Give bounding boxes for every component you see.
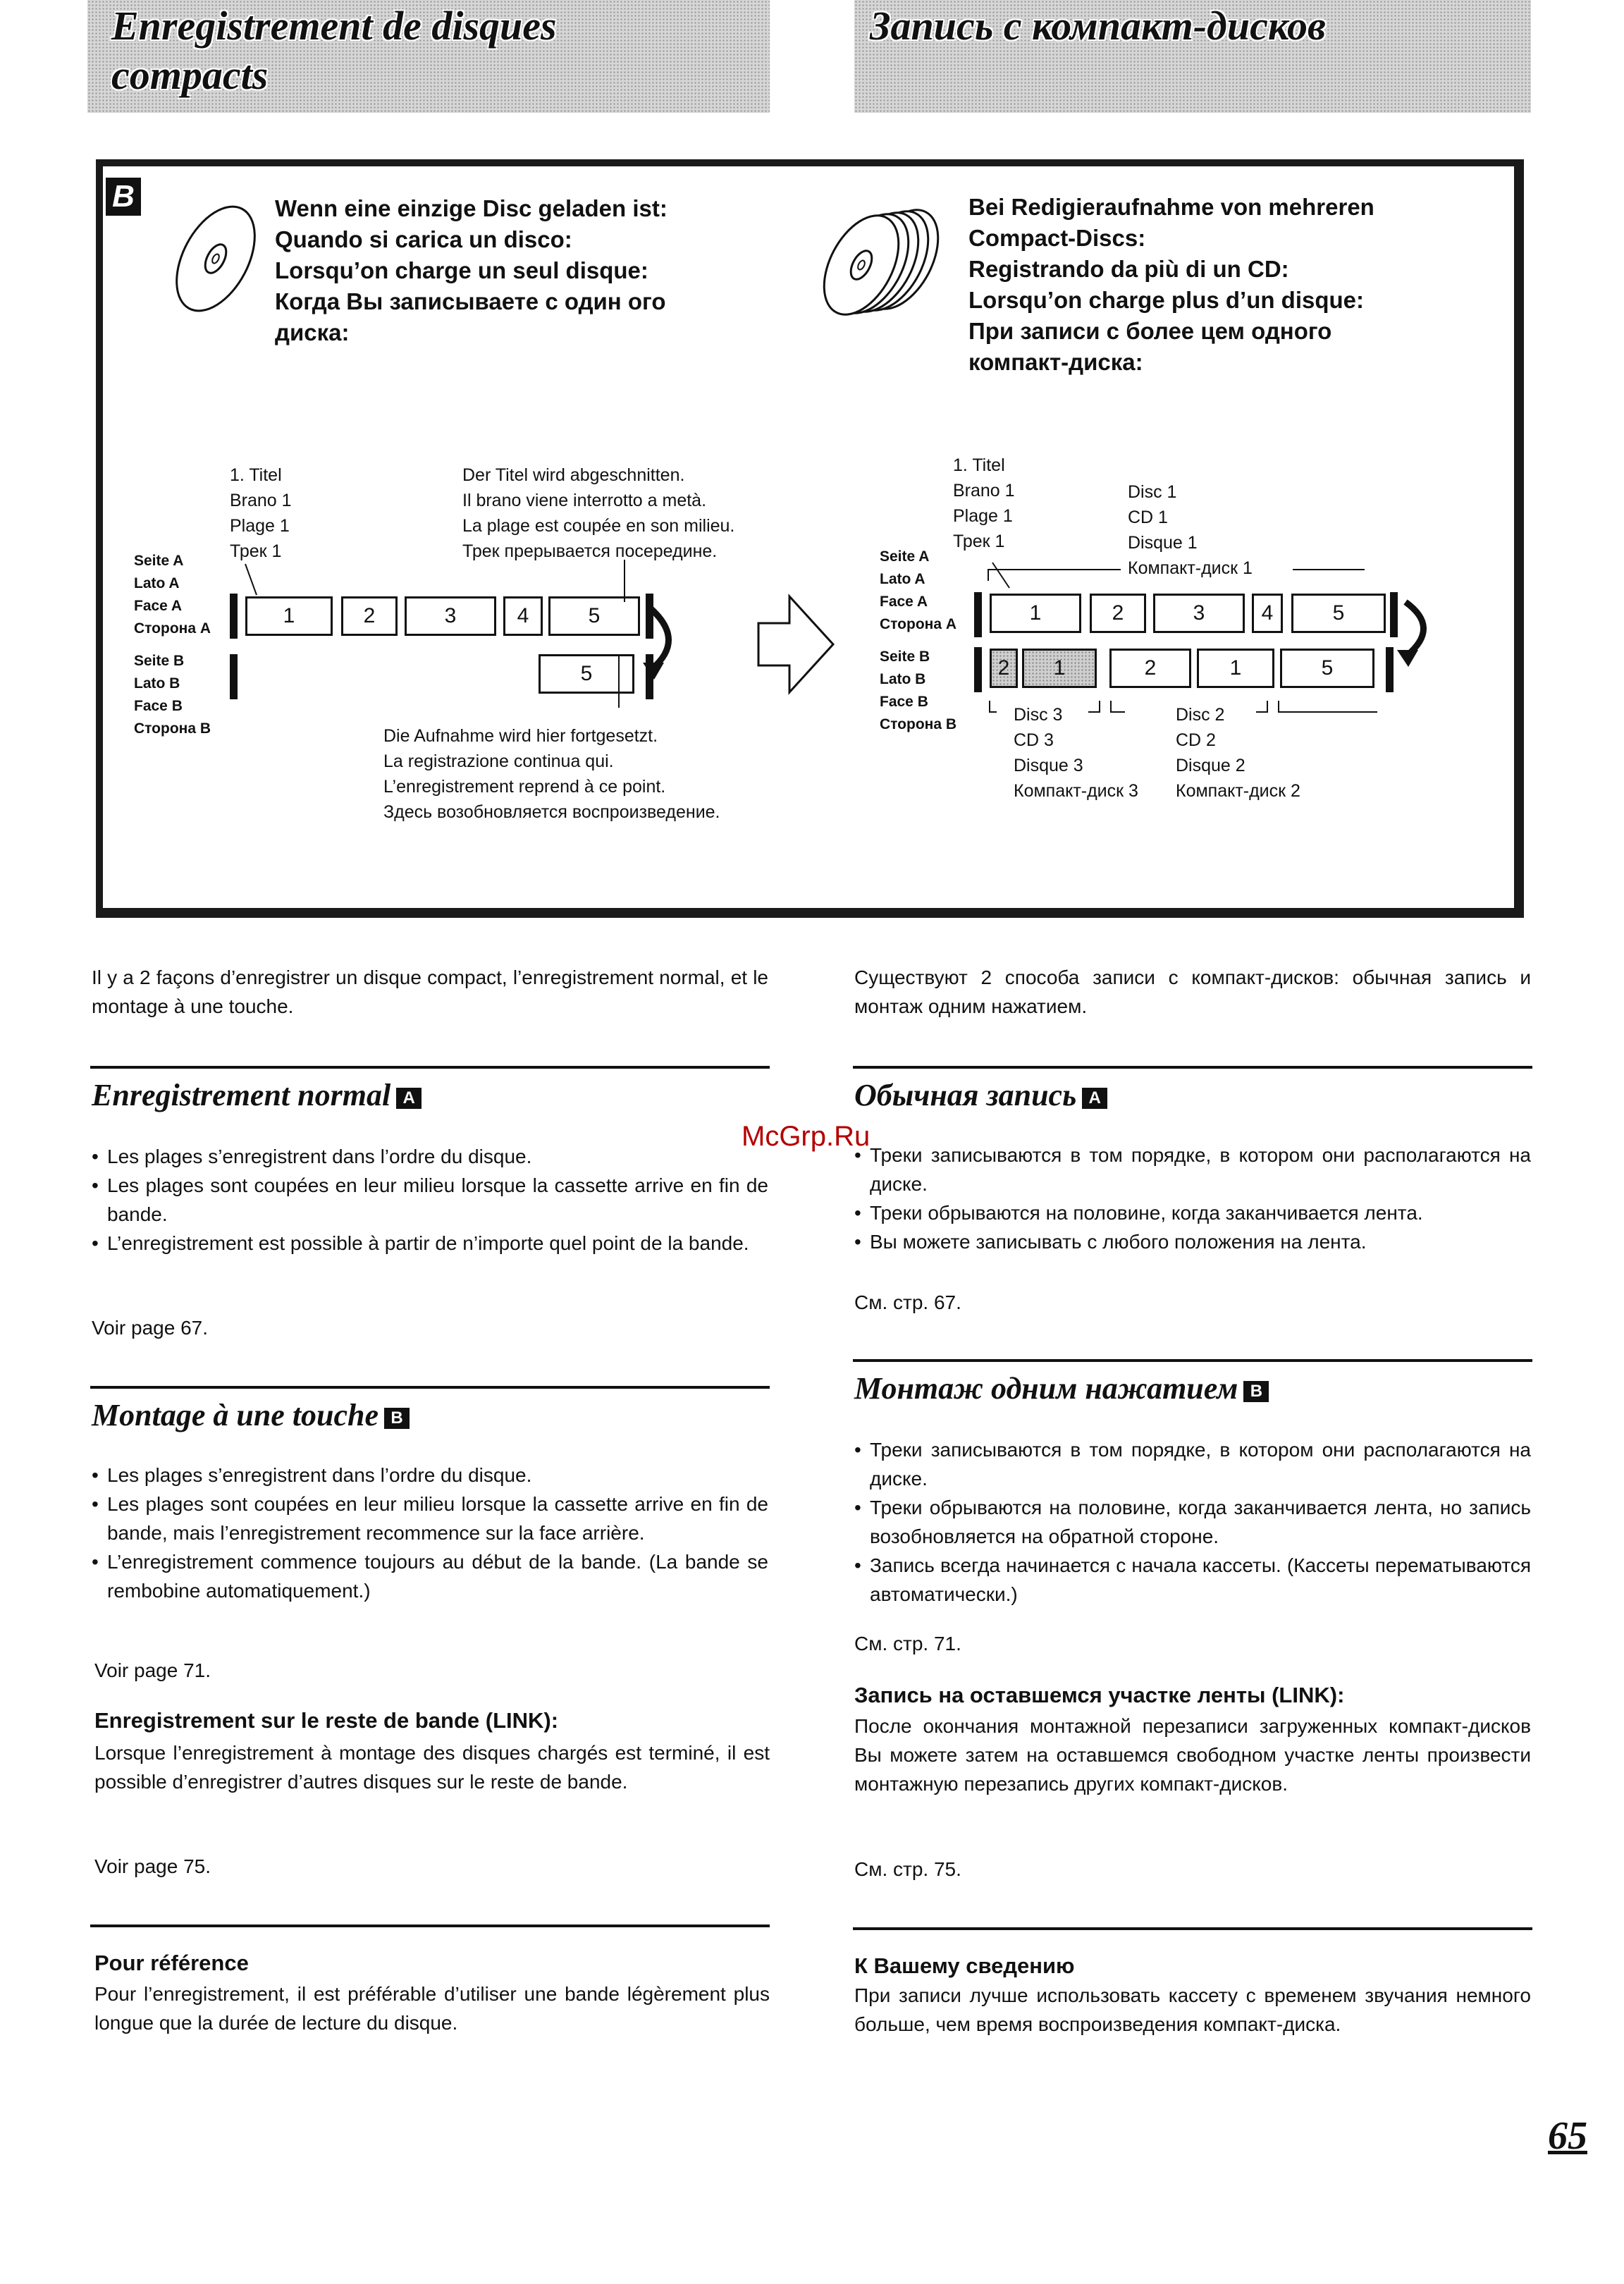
tag-b-icon: B [1243, 1381, 1269, 1402]
track-box: 4 [1252, 594, 1283, 633]
tag-a-icon: A [1082, 1088, 1107, 1109]
link-title-fr: Enregistrement sur le reste de bande (LINK): [94, 1708, 559, 1733]
intro-ru: Существуют 2 способа записи с компакт-дисков: обычная запись и монтаж одним нажатием. [854, 966, 1531, 1017]
track-box: 1 [245, 596, 333, 636]
list-item: • Les plages s’enregistrent dans l’ordre du disque. [92, 1461, 768, 1490]
diagram-badge: B [106, 178, 141, 216]
tag-b-icon: B [384, 1408, 410, 1429]
list-item: • Les plages sont coupées en leur milieu lorsque la cassette arrive en fin de bande. [92, 1171, 768, 1229]
normal-bullets-ru [854, 1141, 1531, 1256]
page-ref: Voir page 71. [94, 1659, 211, 1681]
track-box: 2 [1109, 649, 1191, 688]
single-side-a-label: Seite A Lato A Face A Сторона A [134, 553, 211, 637]
section-title-montage-ru: Монтаж одним нажатием B [854, 1369, 1269, 1408]
note-text-fr: Pour l’enregistrement, il est préférable d’utiliser une bande légèrement plus longue que la durée de lecture du disque. [94, 1983, 770, 2034]
note-text-ru: При записи лучше использовать кассету с временем звучания немного больше, чем время воспроизведения компакт-диска. [854, 1984, 1531, 2035]
multi-disc2-label: Disc 2 CD 2 Disque 2 Компакт-диск 2 [1176, 705, 1300, 801]
track-box: 2 [341, 596, 398, 636]
track-box: 5 [1291, 594, 1386, 633]
note-title-fr: Pour référence [94, 1951, 249, 1975]
track-box: 5 [1280, 649, 1374, 688]
track-box: 3 [1153, 594, 1245, 633]
single-side-b-label: Seite B Lato B Face B Сторона B [134, 653, 211, 737]
list-item: • Треки записываются в том порядке, в котором они располагаются на диске. [854, 1435, 1531, 1493]
multi-disc-heading: Bei Redigieraufnahme von mehreren Compact-Discs: Registrando da più di un CD: Lorsqu’on charge plus d’un disque: При записи с более цем одного компакт-диска: [968, 194, 1374, 375]
page-ref: См. стр. 67. [854, 1291, 961, 1313]
section-title-montage-fr: Montage à une touche B [92, 1396, 410, 1435]
list-item: • L’enregistrement est possible à partir de n’importe quel point de la bande. [92, 1229, 768, 1258]
link-title-ru: Запись на оставшемся участке ленты (LINK): [854, 1683, 1345, 1707]
track-box: 2 [1090, 594, 1146, 633]
section-rule [90, 1386, 770, 1389]
section-rule [853, 1066, 1532, 1069]
single-resume-note: Die Aufnahme wird hier fortgesetzt. La registrazione continua qui. L’enregistrement reprend à ce point. Здесь возобновляется воспроизведение. [383, 726, 720, 822]
multi-disc-icon [818, 197, 959, 331]
track-box: 1 [1197, 649, 1274, 688]
section-rule [90, 1066, 770, 1069]
list-item: • Вы можете записывать с любого положения на лента. [854, 1227, 1531, 1256]
list-item: • Les plages sont coupées en leur milieu lorsque la cassette arrive en fin de bande, mais l’enregistrement recommence sur la face arrière. [92, 1490, 768, 1547]
multi-disc1-label: Disc 1 CD 1 Disque 1 [1128, 482, 1198, 553]
watermark: McGrp.Ru [742, 1121, 871, 1152]
tag-a-icon: A [396, 1088, 422, 1109]
multi-side-a-label: Seite A Lato A Face A Сторона A [880, 548, 957, 632]
section-title-normal-ru: Обычная запись A [854, 1076, 1107, 1115]
section-title-normal-fr: Enregistrement normal A [92, 1076, 422, 1115]
normal-bullets-fr [92, 1142, 768, 1258]
section-rule [853, 1927, 1532, 1930]
single-disc-icon [172, 192, 264, 326]
multi-side-b-label: Seite B Lato B Face B Сторона B [880, 649, 957, 732]
track-box-shaded: 1 [1022, 649, 1097, 688]
header-box-ru [854, 0, 1531, 113]
page-ref: См. стр. 71. [854, 1633, 961, 1654]
list-item: • L’enregistrement commence toujours au début de la bande. (La bande se rembobine automatiquement.) [92, 1547, 768, 1605]
track-box-shaded: 2 [990, 649, 1018, 688]
list-item: • Треки обрываются на половине, когда заканчивается лента. [854, 1198, 1531, 1227]
multi-disc3-label: Disc 3 CD 3 Disque 3 Компакт-диск 3 [1014, 705, 1138, 801]
arrow-right-icon [754, 592, 839, 698]
list-item: • Запись всегда начинается с начала кассеты. (Кассеты перематываются автоматически.) [854, 1551, 1531, 1609]
single-first-track-label: 1. Titel Brano 1 Plage 1 Трек 1 [230, 465, 292, 561]
section-rule [853, 1359, 1532, 1362]
single-diagram-lines [211, 550, 691, 733]
track-box: 4 [503, 596, 543, 636]
link-text-fr: Lorsque l’enregistrement à montage des disques chargés est terminé, il est possible d’enregistrer d’autres disques sur le reste de bande. [94, 1742, 770, 1793]
single-cut-note: Der Titel wird abgeschnitten. Il brano viene interrotto a metà. La plage est coupée en son milieu. Трек прерывается посередине. [462, 465, 735, 561]
page-ref: Voir page 75. [94, 1855, 211, 1877]
montage-bullets-ru [854, 1435, 1531, 1609]
list-item: • Les plages s’enregistrent dans l’ordre du disque. [92, 1142, 768, 1171]
page-title-ru: Запись с компакт-дисков [870, 3, 1326, 49]
montage-bullets-fr [92, 1461, 768, 1605]
list-item: • Треки обрываются на половине, когда заканчивается лента, но запись возобновляется на обратной стороне. [854, 1493, 1531, 1551]
track-box: 3 [405, 596, 496, 636]
page-number: 65 [1548, 2114, 1587, 2158]
track-box: 5 [539, 654, 634, 694]
list-item: • Треки записываются в том порядке, в котором они располагаются на диске. [854, 1141, 1531, 1198]
page-ref: См. стр. 75. [854, 1858, 961, 1880]
note-title-ru: К Вашему сведению [854, 1953, 1075, 1978]
track-box: 1 [990, 594, 1081, 633]
page-ref: Voir page 67. [92, 1317, 209, 1339]
single-disc-heading: Wenn eine einzige Disc geladen ist: Quando si carica un disco: Lorsqu’on charge un seul disque: Когда Вы записываете с один ого диска: [275, 195, 668, 345]
header-box-fr [87, 0, 770, 113]
link-text-ru: После окончания монтажной перезаписи загруженных компакт-дисков Вы можете затем на оставшемся свободном участке ленты произвести монтажную перезапись других компакт-дисков. [854, 1715, 1531, 1795]
intro-fr: Il y a 2 façons d’enregistrer un disque compact, l’enregistrement normal, et le montage à une touche. [92, 966, 768, 1017]
track-box: 5 [548, 596, 640, 636]
page-title-fr: Enregistrement de disques compacts [111, 3, 557, 98]
multi-disc1-ru-label: Компакт-диск 1 [1128, 558, 1253, 578]
multi-first-track-label: 1. Titel Brano 1 Plage 1 Трек 1 [953, 455, 1015, 551]
section-rule [90, 1924, 770, 1927]
